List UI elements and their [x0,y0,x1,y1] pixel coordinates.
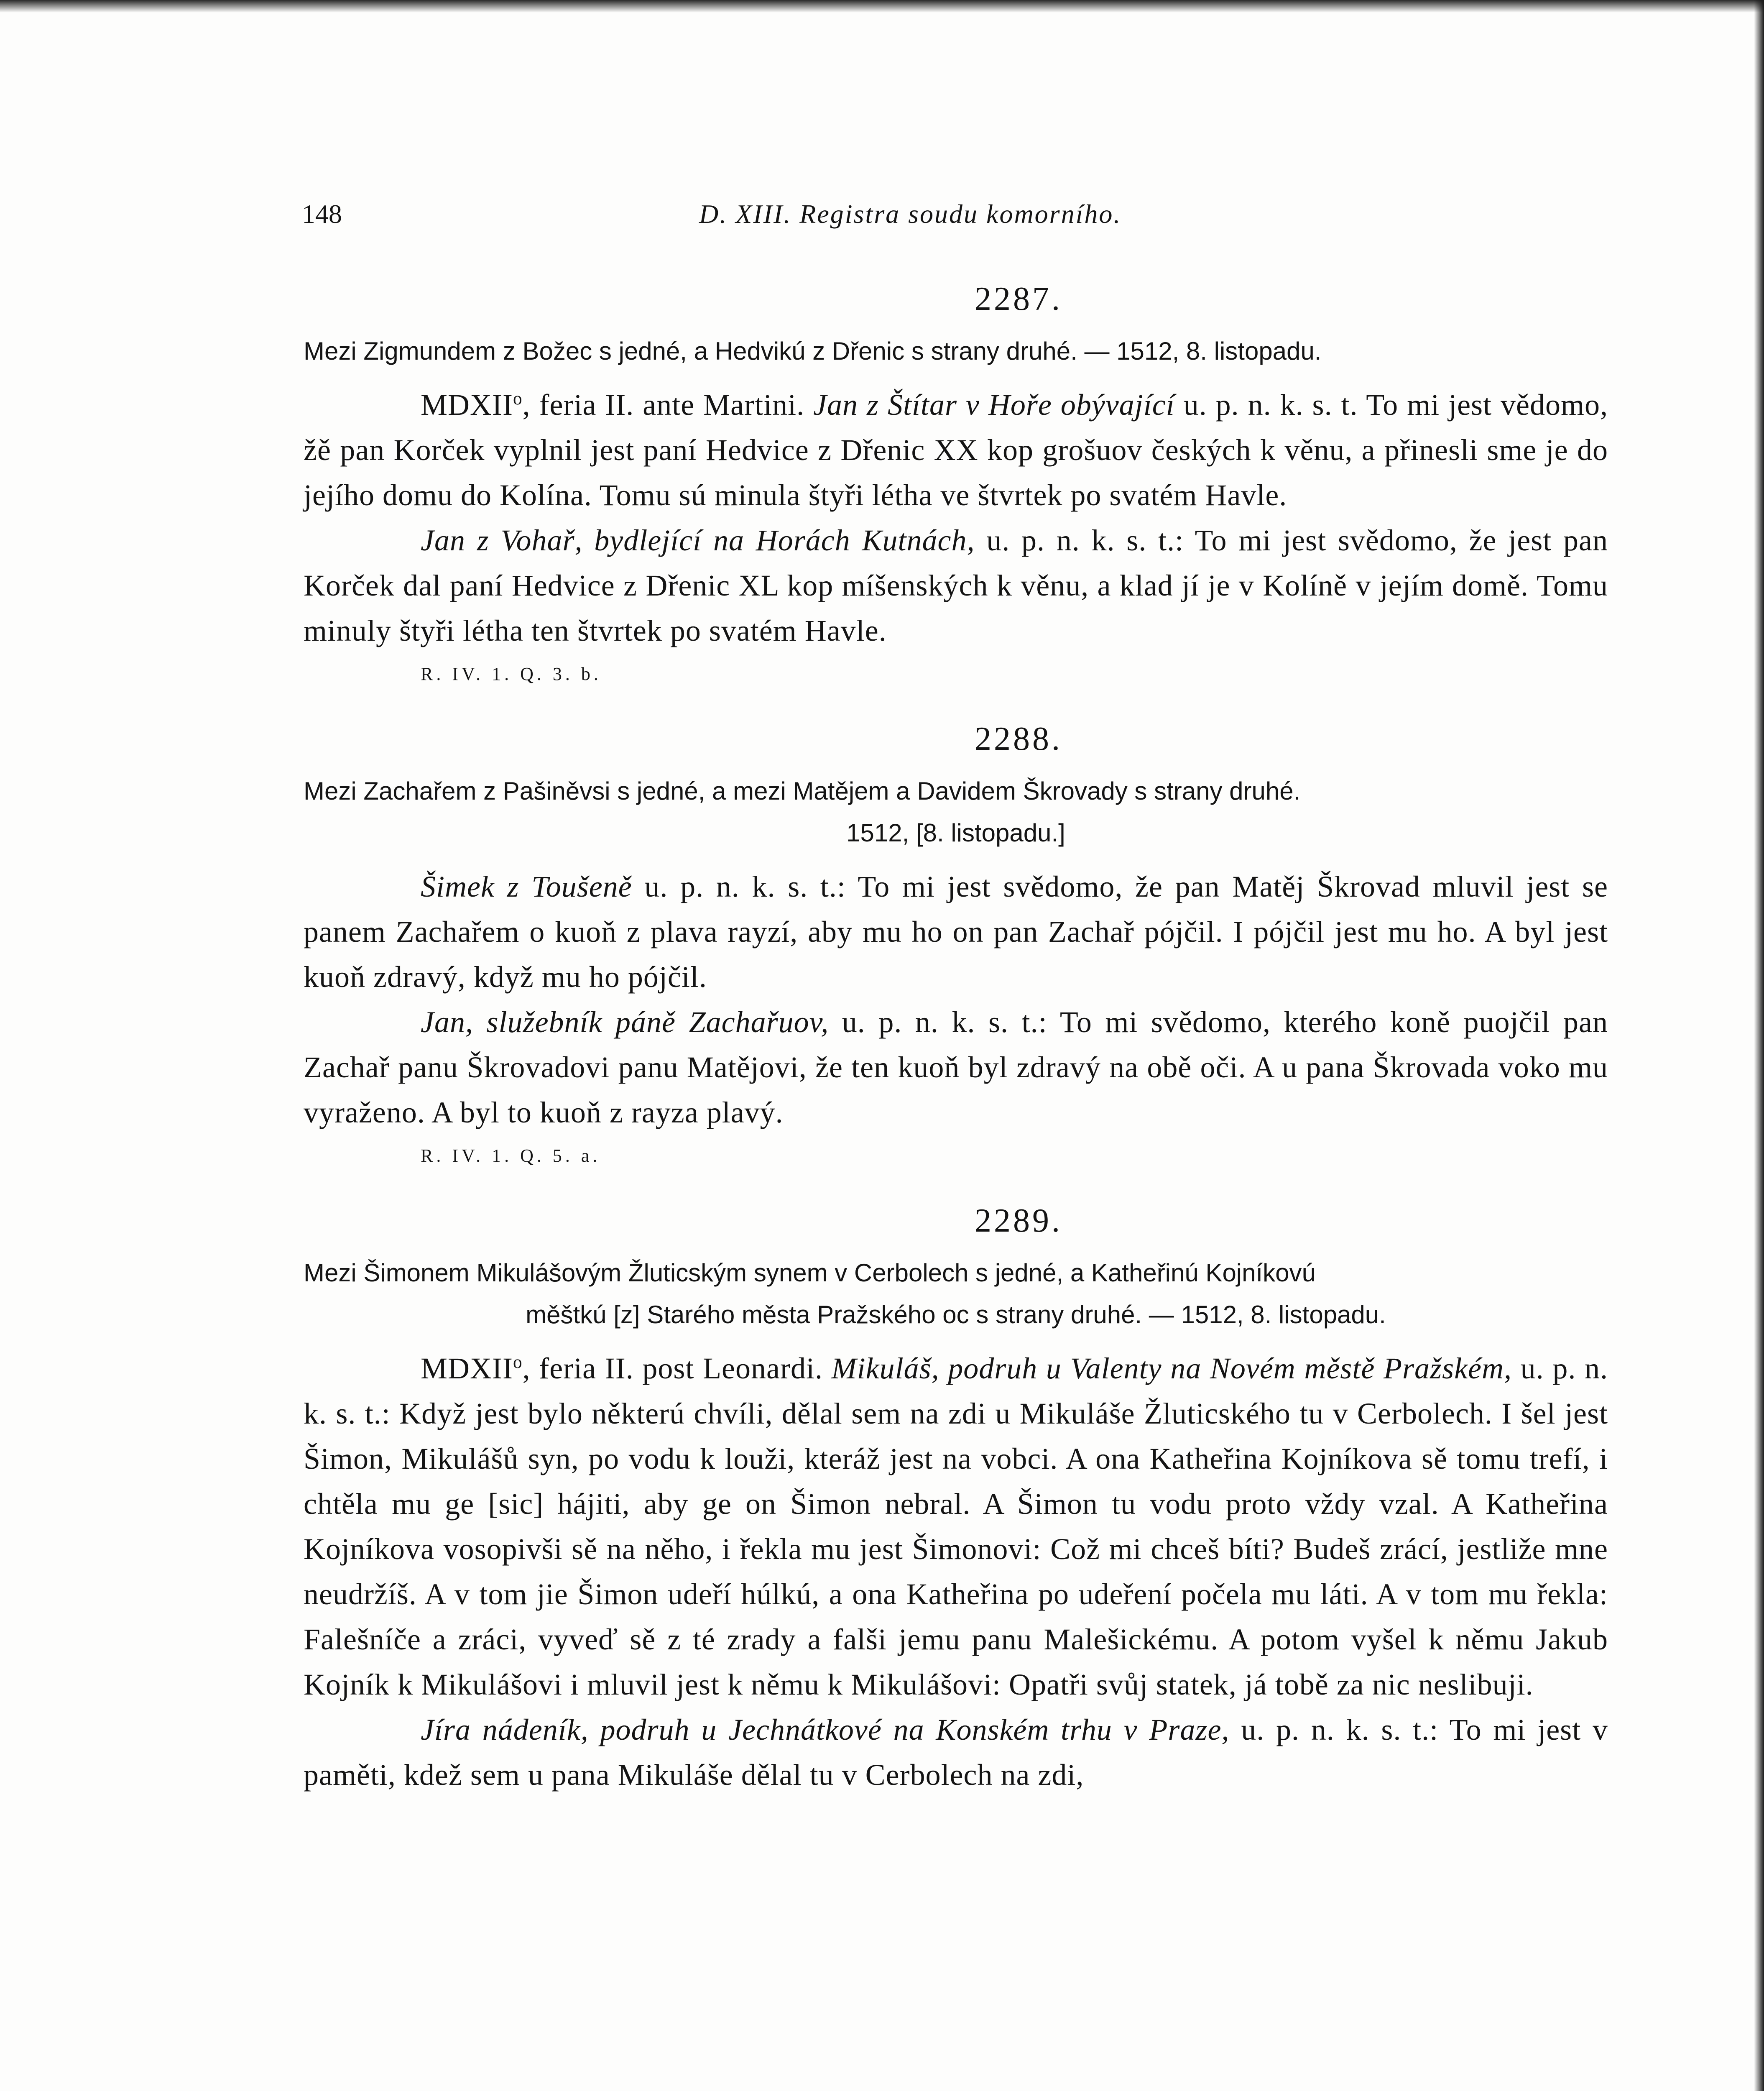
witness-name: Jan z Štítar v Hoře obývající [813,388,1175,422]
testimony-text: u. p. n. k. s. t.: To mi jest svědomo, že pan Matěj Škrovad mluvil jest se panem Zachařem o kuoň z plava rayzí, aby mu ho on pan Zachař pójčil. I pójčil jest mu ho. A byl jest kuoň zdravý, když mu ho pójčil. [304,870,1608,994]
scan-edge-right [1754,0,1764,2091]
entry-2288 [304,716,1608,1173]
witness-name: Šimek z Toušeně [421,870,632,903]
heading-line: 1512, [8. listopadu.] [846,819,1065,847]
date-text: , feria II. ante Martini. [522,388,814,422]
heading-line: Mezi Zachařem z Pašiněvsi s jedné, a mezi Matějem a Davidem Škrovady s strany druhé. [304,777,1301,805]
running-head [302,199,1443,236]
witness-name: Jíra nádeník, podruh u Jechnátkové na Konském trhu v Praze, [421,1713,1230,1746]
heading-line: Mezi Zigmundem z Božec s jedné, a Hedvikú z Dřenic s strany druhé. — 1512, 8. listopadu. [304,337,1322,365]
testimony-paragraph [304,999,1608,1135]
entry-heading [304,1252,1608,1336]
source-reference: R. IV. 1. Q. 3. b. [421,664,602,684]
entry-heading [304,770,1608,854]
entry-2289 [304,1198,1608,1797]
date-text: MDXII [421,388,513,422]
testimony-paragraph [304,1346,1608,1707]
scan-edge-top [0,0,1764,13]
date-superscript: o [513,389,523,409]
entry-number: 2289. [975,1202,1062,1239]
entry-heading [304,330,1608,372]
testimony-paragraph [304,518,1608,653]
heading-line: Mezi Šimonem Mikulášovým Žluticským synem v Cerbolech s jedné, a Katheřinú Kojníkovú [304,1259,1316,1287]
testimony-paragraph [304,1707,1608,1797]
testimony-paragraph [304,382,1608,518]
date-text: MDXII [421,1352,513,1385]
date-superscript: o [513,1352,523,1372]
testimony-text: u. p. n. k. s. t.: Když jest bylo některú chvíli, dělal sem na zdi u Mikuláše Žluticského tu v Cerbolech. I šel jest Šimon, Mikulášů syn, po vodu k louži, kteráž jest na vobci. A ona Katheřina Kojníkova sě tomu trefí, i chtěla mu ge [sic] hájiti, aby ge on Šimon nebral. A Šimon tu vodu proto vždy vzal. A Katheřina Kojníkova vosopivši sě na něho, i řekla mu jest Šimonovi: Což mi chceš bíti? Budeš zrácí, jestliže mne neudržíš. A v tom jie Šimon udeří húlkú, a ona Katheřina po udeření počela mu láti. A v tom mu řekla: Falešníče a zráci, vyveď sě z té zrady a falši jemu panu Malešickému. A potom vyšel k němu Jakub Kojník k Mikulášovi i mluvil jest k němu k Mikulášovi: Opatři svůj statek, já tobě za nic neslibuji. [304,1352,1608,1701]
entry-number: 2288. [975,721,1062,757]
entry-number: 2287. [975,281,1062,317]
date-text: , feria II. post Leonardi. [522,1352,832,1385]
heading-line: měštkú [z] Starého města Pražského oc s strany druhé. — 1512, 8. listopadu. [526,1301,1386,1329]
testimony-text: u. p. n. k. s. t.: To mi svědomo, kterého koně puojčil pan Zachař panu Škrovadovi panu Matějovi, že ten kuoň byl zdravý na obě oči. A u pana Škrovada voko mu vyraženo. A byl to kuoň z rayza plavý. [304,1005,1608,1129]
running-title: D. XIII. Registra soudu komorního. [699,199,1122,229]
entry-2287 [304,276,1608,691]
witness-name: Jan z Vohař, bydlející na Horách Kutnách, [421,524,975,557]
source-reference: R. IV. 1. Q. 5. a. [421,1145,601,1166]
testimony-paragraph [304,864,1608,999]
witness-name: Jan, služebník páně Zachařuov, [421,1005,829,1039]
witness-name: Mikuláš, podruh u Valenty na Novém městě Pražském, [831,1352,1512,1385]
page-content [304,276,1608,1797]
page-number: 148 [302,199,342,229]
testimony-text: u. p. n. k. s. t.: To mi jest svědomo, že jest pan Korček dal paní Hedvice z Dřenic XL kop míšenských k věnu, a klad jí je v Kolíně v jejím domě. Tomu minuly štyři létha ten štvrtek po svatém Havle. [304,524,1608,647]
testimony-text: u. p. n. k. s. t. To mi jest vědomo, žě pan Korček vyplnil jest paní Hedvice z Dřenic XX kop grošuov českých k věnu, a přinesli sme je do jejího domu do Kolína. Tomu sú minula štyři létha ve štvrtek po svatém Havle. [304,388,1608,512]
testimony-text: u. p. n. k. s. t.: To mi jest v paměti, kdež sem u pana Mikuláše dělal tu v Cerbolech na zdi, [304,1713,1608,1792]
